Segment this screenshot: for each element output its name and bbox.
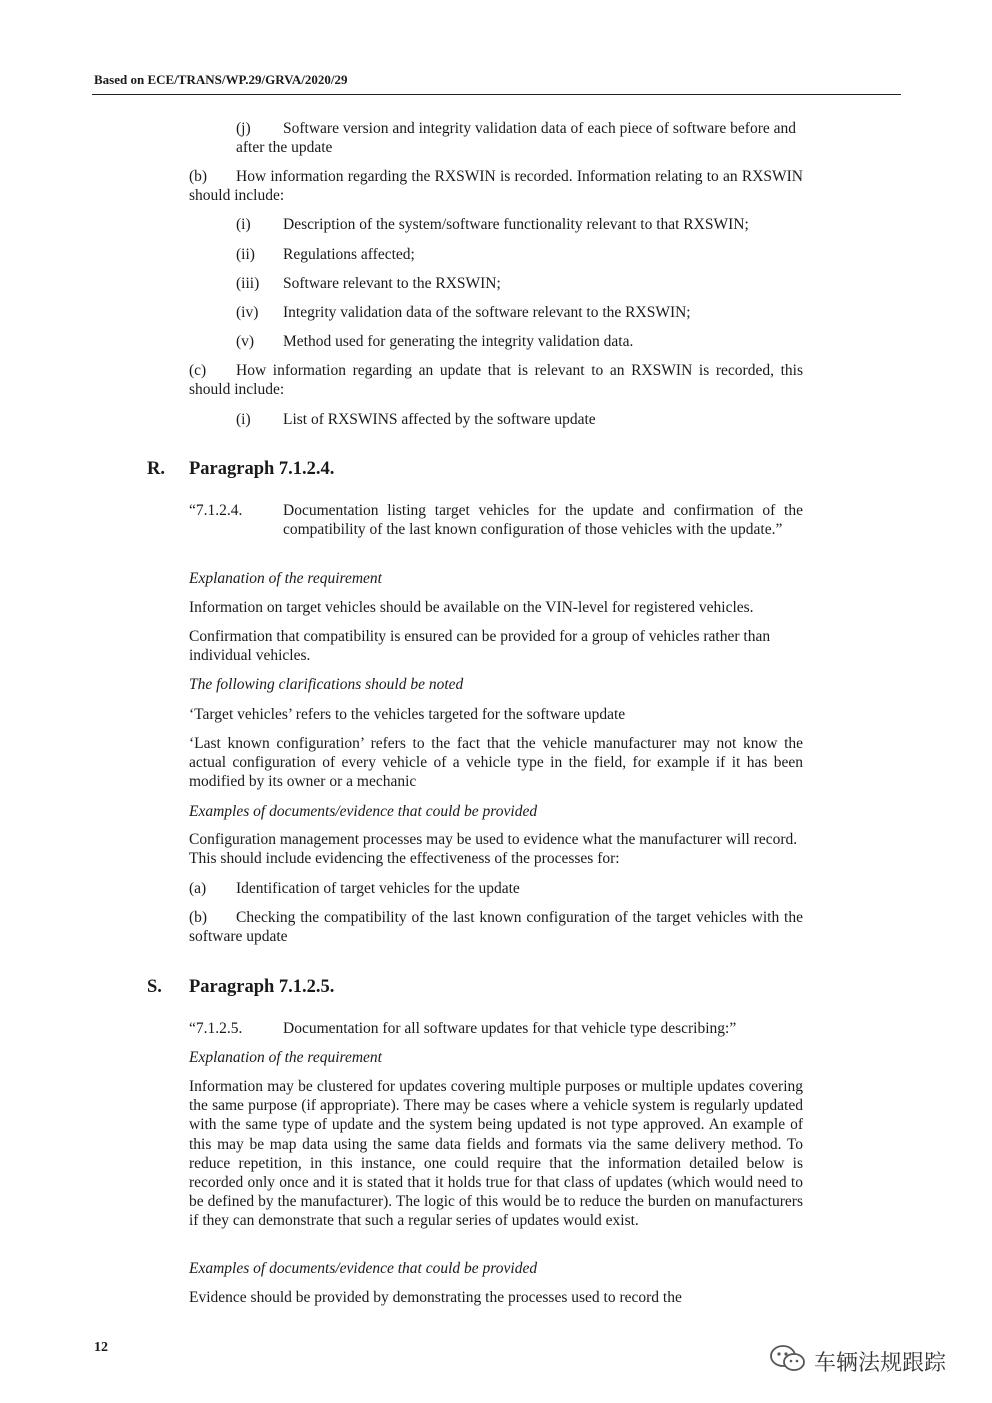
list-item xyxy=(236,274,803,293)
list-item xyxy=(189,879,803,898)
list-item xyxy=(189,908,803,946)
section-title: Paragraph 7.1.2.4. xyxy=(189,459,335,479)
subheading: Examples of documents/evidence that could be provided xyxy=(189,803,538,820)
item-text: How information regarding an update that is relevant to an RXSWIN is recorded, this should include: xyxy=(189,362,803,399)
wechat-icon xyxy=(768,1343,808,1379)
item-label: (iii) xyxy=(236,275,260,292)
header-rule xyxy=(92,94,901,95)
paragraph: Information may be clustered for updates covering multiple purposes or multiple updates covering the same purpose (if appropriate). There may be cases where a vehicle system is regularly updated with the same type of update and the system being updated is not type approved. An example of this may be map data using the same data fields and formats via the same delivery method. To reduce repetition, in this instance, one could require that the information detailed below is recorded only once and it is stated that it holds true for that class of updates (which would need to be defined by the manufacturer). The logic of this would be to reduce the burden on manufacturers if they can demonstrate that such a regular series of updates would exist. xyxy=(189,1078,803,1230)
item-label: (b) xyxy=(189,909,208,926)
list-item xyxy=(236,215,803,234)
item-text: Integrity validation data of the software relevant to the RXSWIN; xyxy=(283,304,691,321)
section-letter: S. xyxy=(147,977,162,997)
item-label: (j) xyxy=(236,120,251,137)
watermark-text: 车辆法规跟踪 xyxy=(814,1350,947,1376)
paragraph: Configuration management processes may be used to evidence what the manufacturer will record. This should include evidencing the effectiveness of the processes for: xyxy=(189,831,798,868)
page-number: 12 xyxy=(94,1340,108,1355)
paragraph: ‘Last known configuration’ refers to the fact that the vehicle manufacturer may not know the actual configuration of every vehicle of a vehicle type in the field, for example if it has been modified by its owner or a mechanic xyxy=(189,735,803,791)
paragraph: Information on target vehicles should be available on the VIN-level for registered vehicles. xyxy=(189,599,754,616)
item-text: Checking the compatibility of the last known configuration of the target vehicles with the software update xyxy=(189,909,803,946)
list-item xyxy=(236,332,803,351)
paragraph: Confirmation that compatibility is ensured can be provided for a group of vehicles rather than individual vehicles. xyxy=(189,628,771,665)
item-text: List of RXSWINS affected by the software update xyxy=(283,411,596,428)
item-text: How information regarding the RXSWIN is recorded. Information relating to an RXSWIN should include: xyxy=(189,168,803,205)
item-text: Description of the system/software functionality relevant to that RXSWIN; xyxy=(283,216,749,233)
item-text: Software version and integrity validation data of each piece of software before and after the update xyxy=(236,120,797,157)
item-label: (c) xyxy=(189,362,207,379)
quote-number: “7.1.2.5. xyxy=(189,1020,243,1037)
list-item xyxy=(236,303,803,322)
paragraph-c xyxy=(189,361,803,399)
item-label: (i) xyxy=(236,216,251,233)
watermark xyxy=(768,1343,946,1379)
item-text: Regulations affected; xyxy=(283,246,415,263)
item-text: Method used for generating the integrity validation data. xyxy=(283,333,634,350)
item-label: (a) xyxy=(189,880,207,897)
list-item xyxy=(236,119,803,157)
list-item xyxy=(236,410,803,429)
section-title: Paragraph 7.1.2.5. xyxy=(189,977,335,997)
subheading: Examples of documents/evidence that could be provided xyxy=(189,1260,538,1277)
section-heading-s xyxy=(147,977,335,998)
item-label: (i) xyxy=(236,411,251,428)
subheading: The following clarifications should be noted xyxy=(189,676,464,693)
section-letter: R. xyxy=(147,459,165,479)
item-label: (iv) xyxy=(236,304,259,321)
quoted-requirement xyxy=(189,501,803,539)
subheading: Explanation of the requirement xyxy=(189,1049,382,1066)
quote-text: Documentation listing target vehicles for the update and confirmation of the compatibility of the last known configuration of those vehicles with the update.” xyxy=(283,502,803,539)
paragraph-b xyxy=(189,167,803,205)
paragraph: Evidence should be provided by demonstrating the processes used to record the xyxy=(189,1289,682,1306)
document-header: Based on ECE/TRANS/WP.29/GRVA/2020/29 xyxy=(94,72,348,87)
quote-number: “7.1.2.4. xyxy=(189,502,243,519)
item-label: (b) xyxy=(189,168,208,185)
section-heading-r xyxy=(147,459,335,480)
item-text: Identification of target vehicles for the update xyxy=(236,880,520,897)
paragraph: ‘Target vehicles’ refers to the vehicles targeted for the software update xyxy=(189,706,626,723)
item-label: (ii) xyxy=(236,246,255,263)
quoted-requirement xyxy=(189,1019,803,1038)
quote-text: Documentation for all software updates for that vehicle type describing:” xyxy=(283,1020,737,1037)
list-item xyxy=(236,245,803,264)
item-text: Software relevant to the RXSWIN; xyxy=(283,275,501,292)
subheading: Explanation of the requirement xyxy=(189,570,382,587)
item-label: (v) xyxy=(236,333,255,350)
